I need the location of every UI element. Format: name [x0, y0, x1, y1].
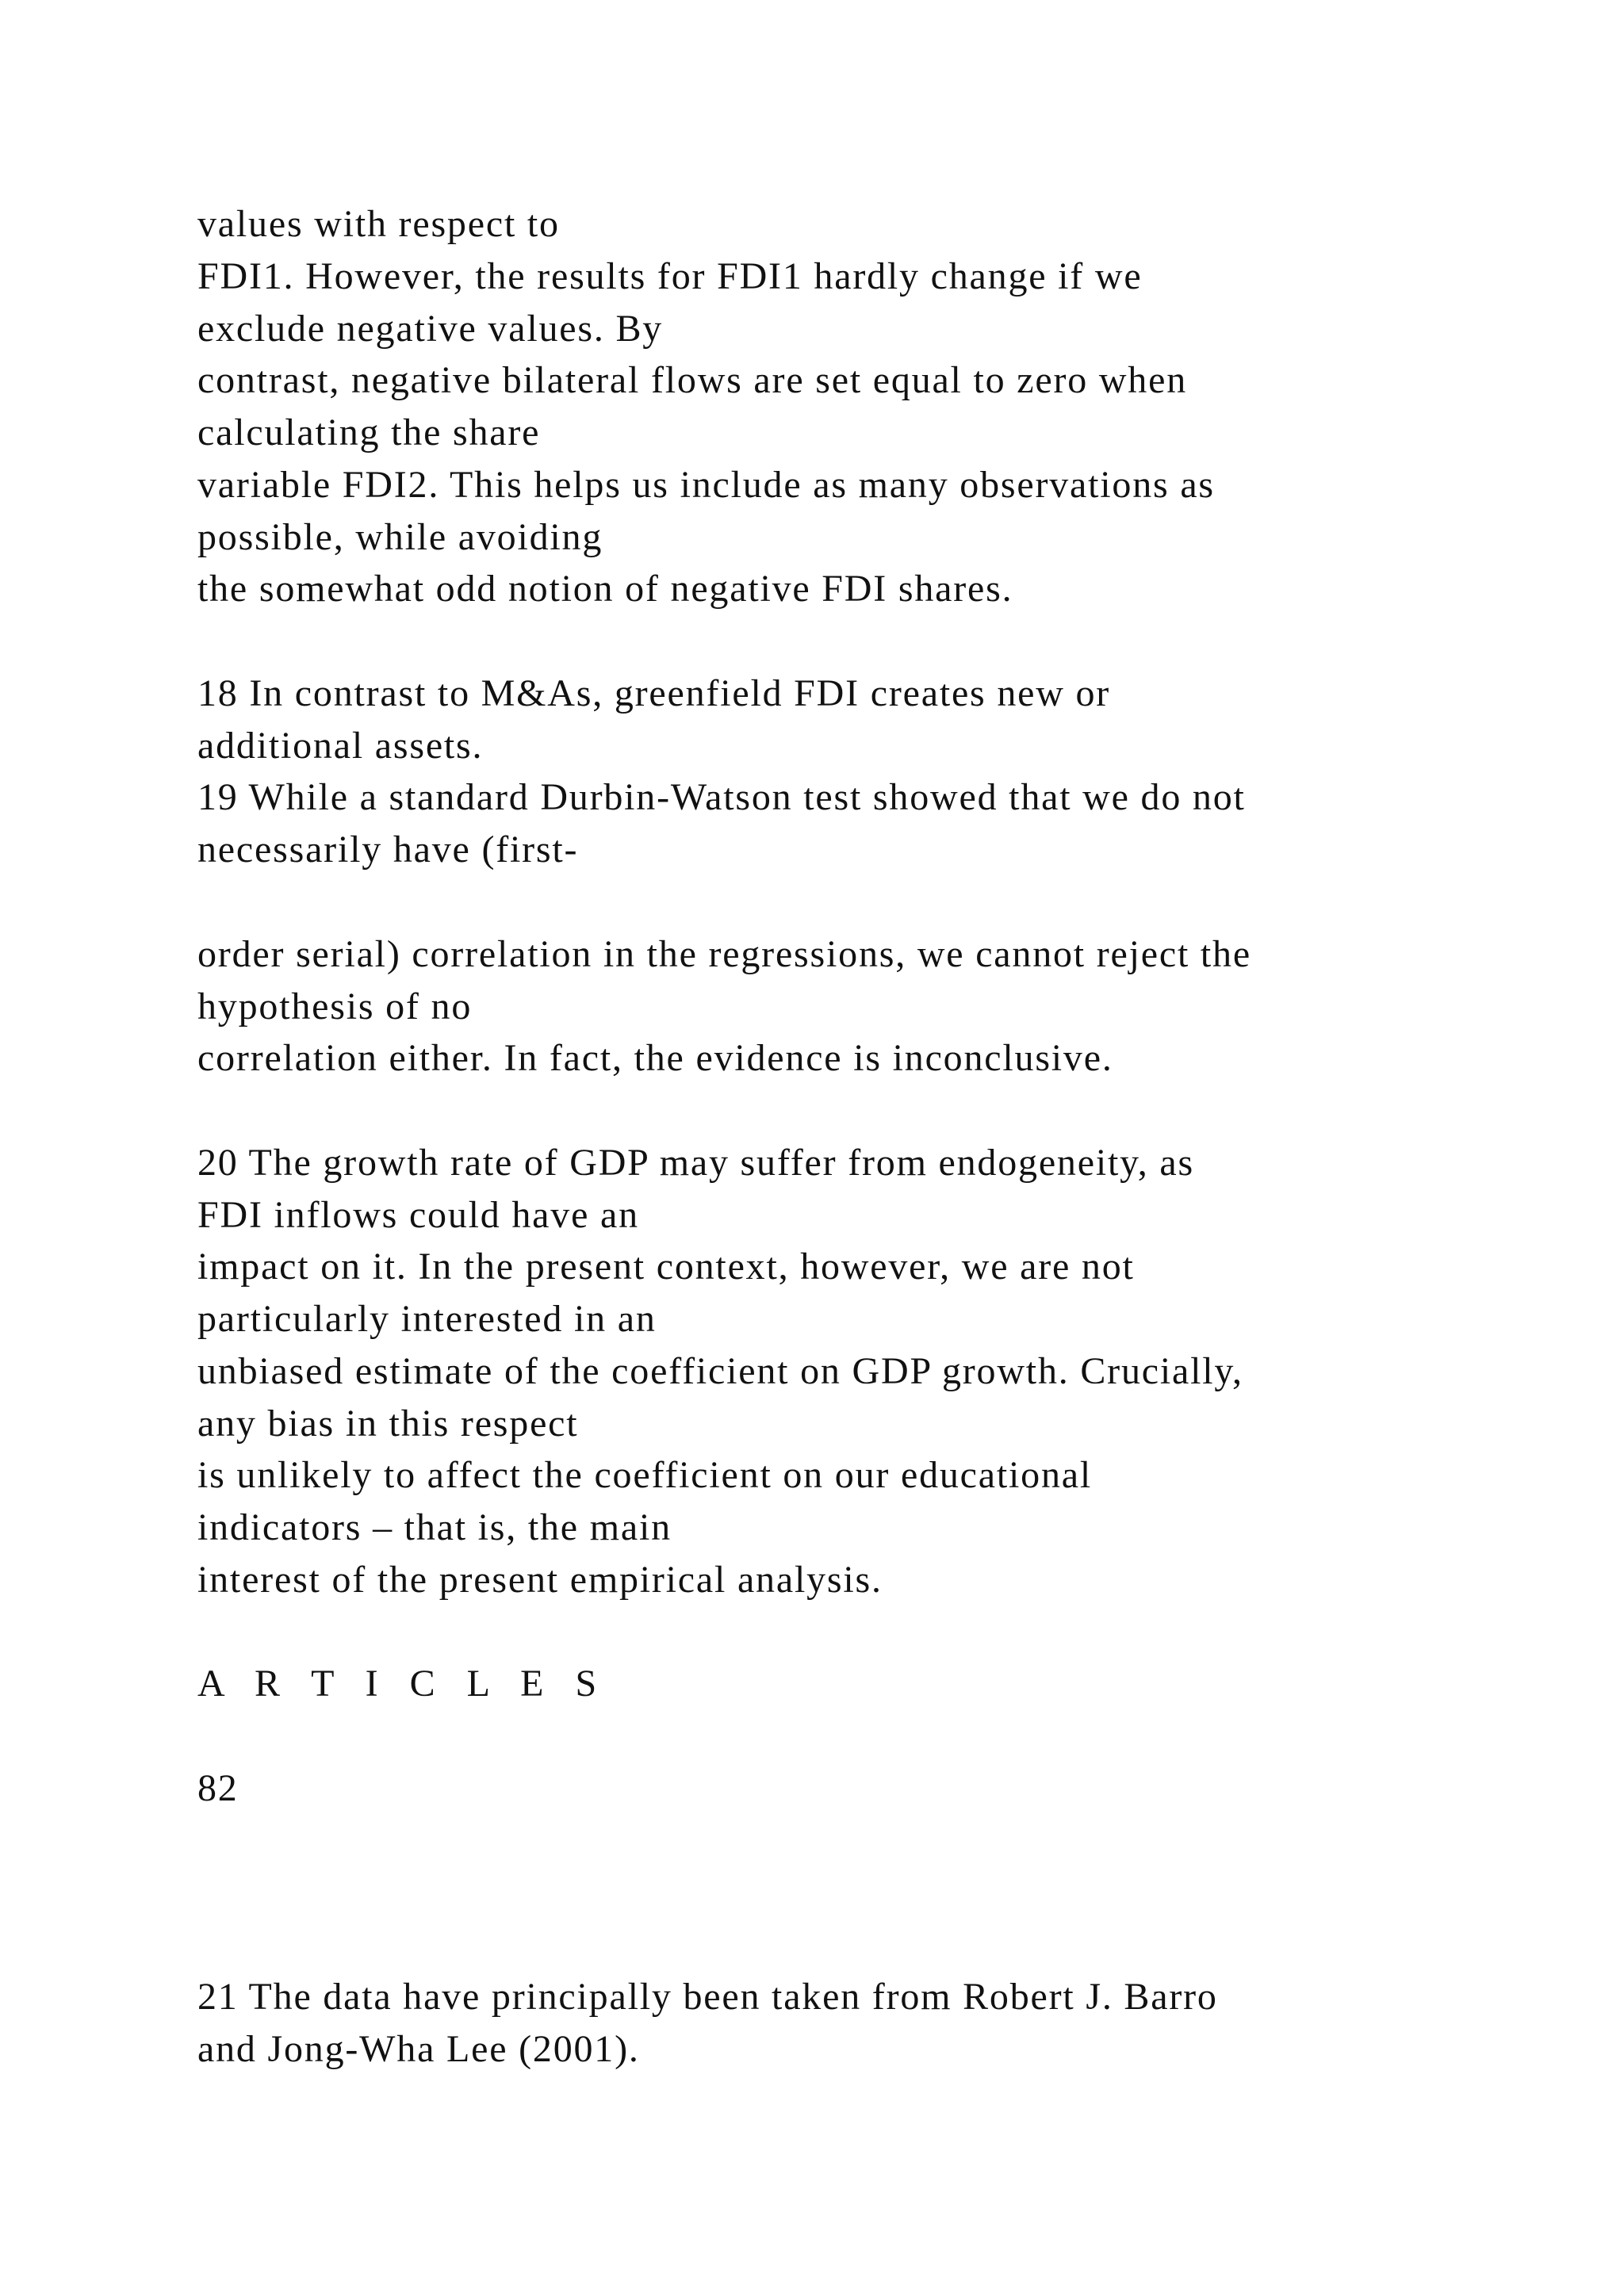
footnote-18: 18 In contrast to M&As, greenfield FDI creates new or: [197, 672, 1111, 714]
text-line: possible, while avoiding: [197, 516, 603, 558]
section-label: A R T I C L E S: [197, 1663, 608, 1705]
text-line: indicators – that is, the main: [197, 1506, 672, 1548]
text-line: interest of the present empirical analysis.: [197, 1559, 883, 1601]
footnote-19: 19 While a standard Durbin-Watson test showed that we do not: [197, 776, 1246, 818]
text-line: impact on it. In the present context, however, we are not: [197, 1246, 1135, 1288]
text-line: FDI1. However, the results for FDI1 hardly change if we: [197, 255, 1143, 297]
text-line: FDI inflows could have an: [197, 1194, 639, 1236]
text-line: hypothesis of no: [197, 985, 473, 1027]
text-line: additional assets.: [197, 725, 484, 767]
text-line: any bias in this respect: [197, 1402, 579, 1445]
footnote-21: 21 The data have principally been taken from Robert J. Barro: [197, 1976, 1218, 2018]
text-line: particularly interested in an: [197, 1298, 657, 1340]
page-number: 82: [197, 1767, 239, 1809]
text-line: correlation either. In fact, the evidence is inconclusive.: [197, 1037, 1113, 1079]
text-line: contrast, negative bilateral flows are set equal to zero when: [197, 359, 1187, 401]
text-line: calculating the share: [197, 411, 541, 453]
footnote-20: 20 The growth rate of GDP may suffer from endogeneity, as: [197, 1142, 1194, 1184]
text-line: order serial) correlation in the regressions, we cannot reject the: [197, 933, 1251, 975]
text-line: exclude negative values. By: [197, 308, 664, 350]
text-line: values with respect to: [197, 203, 560, 245]
text-line: necessarily have (first-: [197, 828, 579, 871]
text-line: and Jong-Wha Lee (2001).: [197, 2028, 640, 2070]
text-line: the somewhat odd notion of negative FDI shares.: [197, 568, 1013, 610]
text-line: unbiased estimate of the coefficient on GDP growth. Crucially,: [197, 1350, 1243, 1392]
text-line: variable FDI2. This helps us include as many observations as: [197, 464, 1215, 506]
text-line: is unlikely to affect the coefficient on our educational: [197, 1454, 1092, 1496]
